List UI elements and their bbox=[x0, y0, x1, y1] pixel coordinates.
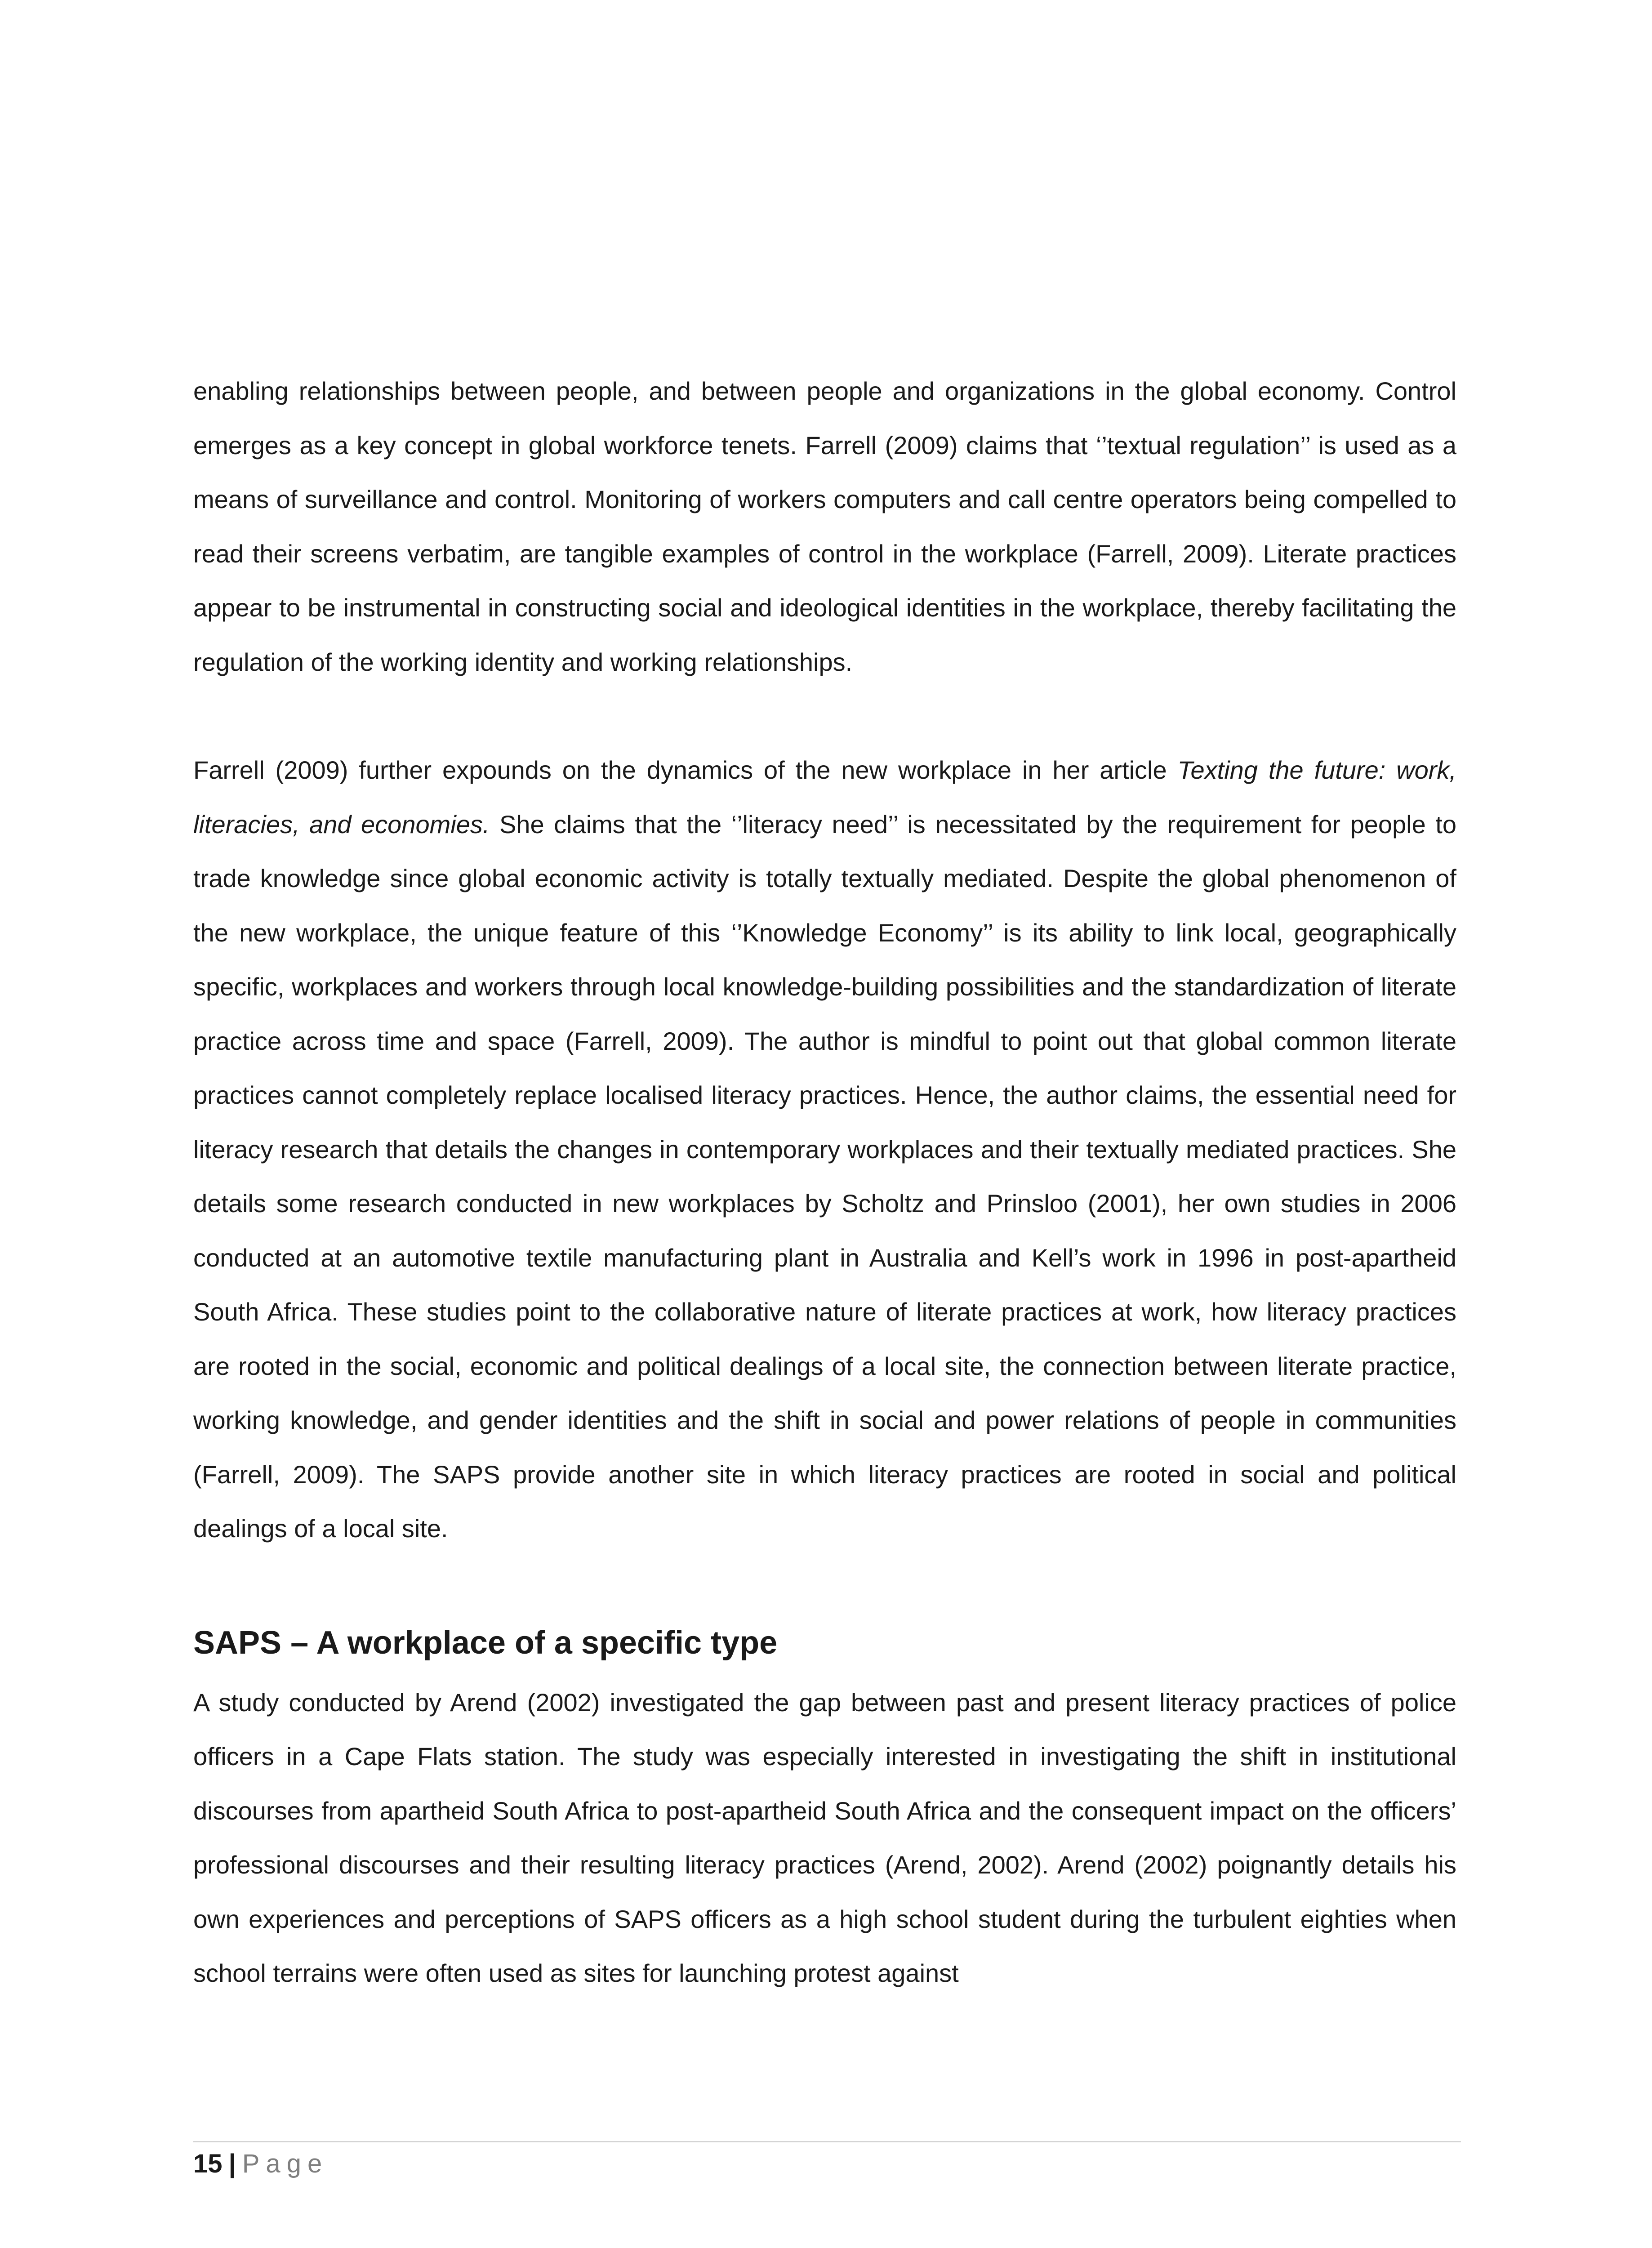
page-label: Page bbox=[242, 2149, 329, 2178]
page-body bbox=[193, 364, 1456, 2001]
page-footer bbox=[193, 2144, 328, 2184]
paragraph-text-intro: Farrell (2009) further expounds on the dynamics of the new workplace in her article bbox=[193, 756, 1178, 784]
paragraph-text-body: She claims that the ‘’literacy need’’ is necessitated by the requirement for people to trade knowledge since global economic activity is totally textually mediated. Despite the global phenomenon of the new workplace, the unique feature of this ‘’Knowledge Economy’’ is its ability to link local, geographically specific, workplaces and workers through local knowledge-building possibilities and the standardization of literate practice across time and space (Farrell, 2009). The author is mindful to point out that global common literate practices cannot completely replace localised literacy practices. Hence, the author claims, the essential need for literacy research that details the changes in contemporary workplaces and their textually mediated practices. She details some research conducted in new workplaces by Scholtz and Prinsloo (2001), her own studies in 2006 conducted at an automotive textile manufacturing plant in Australia and Kell’s work in 1996 in post-apartheid South Africa. These studies point to the collaborative nature of literate practices at work, how literacy practices are rooted in the social, economic and political dealings of a local site, the connection between literate practice, working knowledge, and gender identities and the shift in social and power relations of people in communities (Farrell, 2009). The SAPS provide another site in which literacy practices are rooted in social and political dealings of a local site. bbox=[193, 810, 1456, 1543]
page-number: 15 bbox=[193, 2149, 223, 2178]
section-heading: SAPS – A workplace of a specific type bbox=[193, 1624, 778, 1661]
paragraph-workplace-control: enabling relationships between people, and between people and organizations in the global economy. Control emerges as a key concept in global workforce tenets. Farrell (2009) claims that ‘’textual regulation’’ is used as a means of surveillance and control. Monitoring of workers computers and call centre operators being compelled to read their screens verbatim, are tangible examples of control in the workplace (Farrell, 2009). Literate practices appear to be instrumental in constructing social and ideological identities in the workplace, thereby facilitating the regulation of the working identity and working relationships. bbox=[193, 377, 1456, 676]
footer-separator: | bbox=[228, 2149, 236, 2178]
article-title: Texting the future: work, literacies, and economies. bbox=[193, 756, 1456, 839]
paragraph-farrell-knowledge-economy bbox=[193, 743, 1456, 1556]
footer-divider bbox=[193, 2141, 1461, 2142]
paragraph-arend-study: A study conducted by Arend (2002) investigated the gap between past and present literacy practices of police officers in a Cape Flats station. The study was especially interested in investigating the shift in institutional discourses from apartheid South Africa to post-apartheid South Africa and the consequent impact on the officers’ professional discourses and their resulting literacy practices (Arend, 2002). Arend (2002) poignantly details his own experiences and perceptions of SAPS officers as a high school student during the turbulent eighties when school terrains were often used as sites for launching protest against bbox=[193, 1688, 1456, 1987]
